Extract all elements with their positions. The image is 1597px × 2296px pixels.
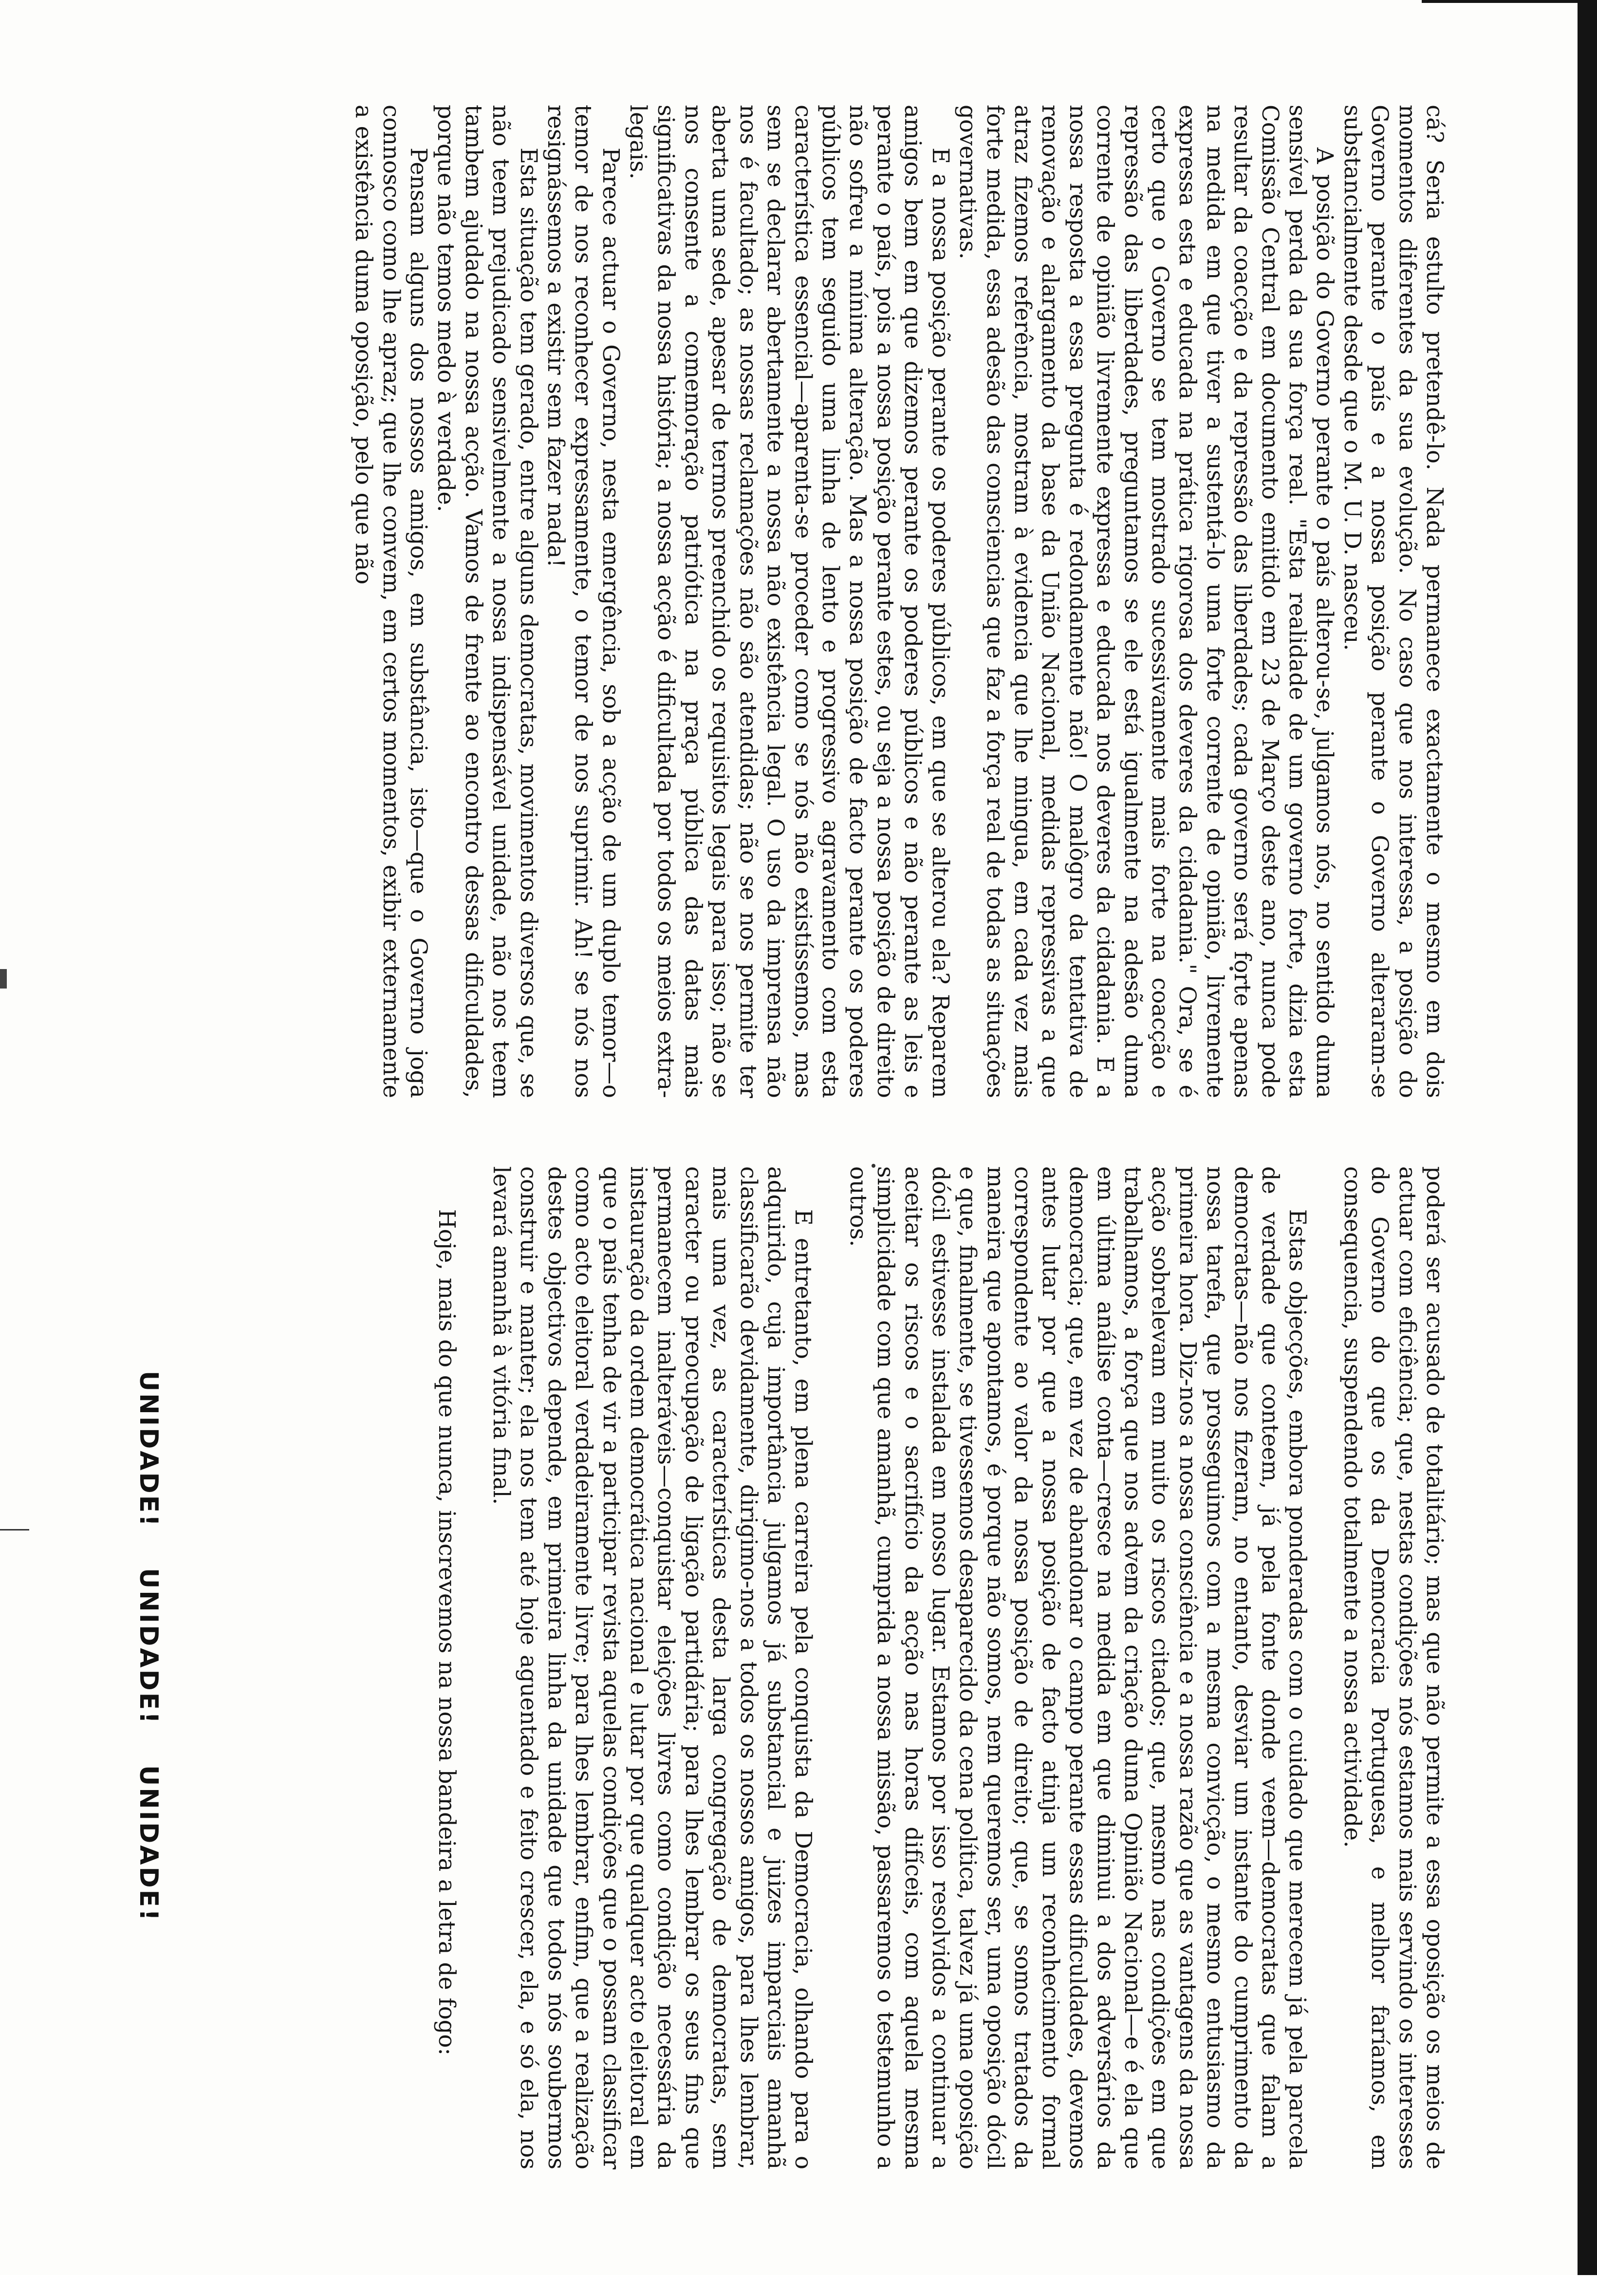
paragraph: A posição do Governo perante o país alterou-se, julgamos nós, no sentido duma sensível perda da sua força real. "Esta realidade de um governo forte, dizia esta Comissão Central em documento emitido em 23 de Março deste ano, nunca pode resultar da coacção e da repressão das liberdades; cada governo será forte apenas na medida em que tiver a sustentá-lo uma forte corrente de opinião, livremente expressa esta e educada na prática rigorosa dos deveres da cidadania." Ora, se é certo que o Governo se tem mostrado sucessivamente mais forte na coacção e repressão das liberdades, preguntamos se ele está igualmente na adesão duma corrente de opinião livremente expressa e educada nos deveres da cidadania. E a nossa resposta a essa pregunta é redondamente não! O malôgro da tentativa de renovação e alargamento da base da União Nacional, medidas repressivas a que atraz fizemos referência, mostram à evidencia que lhe mingua, em cada vez mais forte medida, essa adesão das consciencias que faz a força real de todas as situações governativas. [955,105,1338,1098]
paragraph: E a nossa posição perante os poderes públicos, em que se alterou ela? Reparem amigos bem em que dizemos perante os poderes públicos e não perante as leis e perante o país, pois a nossa posição perante estes, ou seja a nossa posição de direito não sofreu a mínima alteração. Mas a nossa posição de facto perante os poderes públicos tem seguido uma linha de lento e progressivo agravamento com esta característica essencial—aparenta-se proceder como se nós não existíssemos, mas sem se declarar abertamente a nossa não existência legal. O uso da imprensa não nos é facultado; as nossas reclamações não são atendidas; não se nos permite ter aberta uma sede, apesar de termos preenchido os requisitos legais para isso; não se nos consente a comemoração patriótica na praça pública das datas mais significativas da nossa história; a nossa acção é dificultada por todos os meios extra-legais. [625,105,954,1098]
scan-mark [0,969,7,989]
spacer [461,1166,488,2169]
paragraph: Esta situação tem gerado, entre alguns democratas, movimentos diversos que, se não teem prejudicado sensivelmente a nossa indispensável unidade, não nos teem tambem ajudado na nossa acção. Vamos de frente ao encontro dessas dificuldades, porque não temos medo à verdade. [433,105,542,1098]
paragraph: cá? Seria estulto pretendê-lo. Nada permanece exactamente o mesmo em dois momentos diferentes da sua evolução. No caso que nos interessa, a posição do Governo perante o país e a nossa posição perante o Governo alteraram-se substancialmente desde que o M. U. D. nasceu. [1339,105,1448,1098]
scan-border-right [1578,0,1597,2275]
paragraph: Parece actuar o Governo, nesta emergência, sob a acção de um duplo temor—o temor de nos reconhecer expressamente, o temor de nos suprimir. Ah! se nós nos resignássemos a existir sem fazer nada! [543,105,624,1098]
left-column [350,105,1448,1098]
spacer [817,1166,844,2169]
paragraph: poderá ser acusado de totalitário; mas que não permite a essa oposição os meios de actuar com eficiência; que, nestas condições nós estamos mais servindo os interesses do Governo do que os da Democracia Portuguesa, e melhor faríamos, em consequencia, suspendendo totalmente a nossa actividade. [1339,1166,1448,2169]
paragraph: E entretanto, em plena carreira pela conquista da Democracia, olhando para o adquirido, cuja importância julgamos já substancial e juizes imparciais amanhã classificarão devidamente, dirigimo-nos a todos os nossos amigos, para lhes lembrar, mais uma vez, as características desta larga congregação de democratas, sem caracter ou preocupação de ligação partidária; para lhes lembrar os seus fins que permanecem inalteráveis—conquistar eleições livres como condição necessária da instauração da ordem democrática nacional e lutar por que qualquer acto eleitoral em que o país tenha de vir a participar revista aquelas condições que o possam classificar como acto eleitoral verdadeiramente livre; para lhes lembrar, enfim, que a realização destes objectivos depende, em primeira linha da unidade que todos nós soubermos construir e manter; ela nos tem até hoje aguentado e feito crescer, ela, e só ela, nos levará amanhã à vitória final. [488,1166,817,2169]
rotated-printed-page [95,105,1448,2296]
paragraph: Pensam alguns dos nossos amigos, em substância, isto—que o Governo joga connosco como lhe apraz; que lhe convem, em certos momentos, exibir externamente a existência duma oposição, pelo que não [351,105,432,1098]
paragraph: Estas objecções, embora ponderadas com o cuidado que merecem já pela parcela de verdade que conteem, já pela fonte donde veem—democratas que falam a democratas—não nos fizeram, no entanto, desviar um instante do cumprimento da nossa tarefa, que prosseguimos com a mesma convicção, o mesmo entusiasmo da primeira hora. Diz-nos a nossa consciência e a nossa razão que as vantagens da nossa acção sobrelevam em muito os riscos citados; que, mesmo nas condições em que trabalhamos, a força que nos advem da criação duma Opinião Nacional—e é ela que em última análise conta—cresce na medida em que diminui a dos adversários da democracia; que, em vez de abandonar o campo perante essas dificuldades, devemos antes lutar por que a nossa posição de facto atinja um reconhecimento formal correspondente ao valor da nossa posição de direito; que, se somos tratados da maneira que apontamos, é porque não somos, nem queremos ser, uma oposição dócil e que, finalmente, se tivessemos desaparecido da cena política, talvez já uma oposição dócil estivesse instalada em nosso lugar. Estamos por isso resolvidos a continuar a aceitar os riscos e o sacrifício da acção nas horas difíceis, com aquela mesma simplicidade com que amanhã, cumprida a nossa missão, passaremos o testemunho a outros. [845,1166,1311,2169]
slogan: UNIDADE! UNIDADE! UNIDADE! [134,1371,163,1923]
spacer [1311,1166,1338,2169]
paragraph: Hoje, mais do que nunca, inscrevemos na nossa bandeira a letra de fogo: [433,1209,460,2056]
scan-border-top [1422,0,1597,3]
right-column [433,1166,1448,2169]
scan-mark [0,1529,29,1531]
